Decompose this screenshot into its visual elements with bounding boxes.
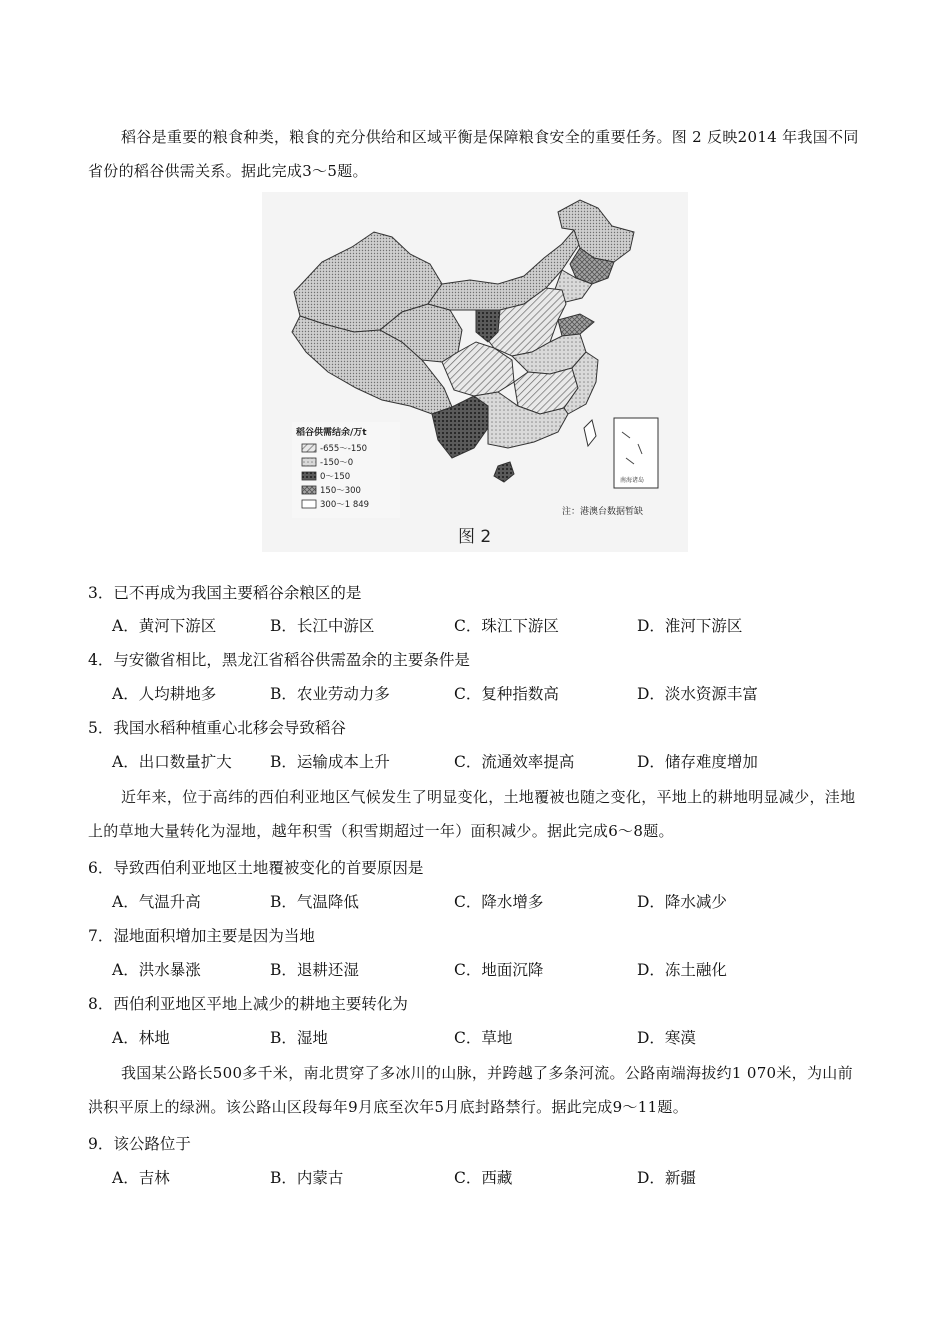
- option-c[interactable]: C．西藏: [454, 1169, 513, 1187]
- option-c[interactable]: C．降水增多: [454, 893, 544, 911]
- option-d[interactable]: D．淮河下游区: [637, 617, 743, 635]
- option-b[interactable]: B．运输成本上升: [270, 753, 390, 771]
- question-4-stem: 4．与安徽省相比，黑龙江省稻谷供需盈余的主要条件是: [88, 651, 470, 669]
- question-6-options: [112, 891, 872, 913]
- option-d[interactable]: D．新疆: [637, 1169, 696, 1187]
- option-b[interactable]: B．退耕还湿: [270, 961, 359, 979]
- option-a[interactable]: A．洪水暴涨: [112, 961, 201, 979]
- option-a[interactable]: A．出口数量扩大: [112, 753, 232, 771]
- option-b[interactable]: B．气温降低: [270, 893, 359, 911]
- legend-label-4: 150～300: [320, 486, 361, 496]
- option-a[interactable]: A．黄河下游区: [112, 617, 217, 635]
- map-note: 注：港澳台数据暂缺: [562, 507, 644, 517]
- inset-label: 南海诸岛: [620, 477, 645, 484]
- question-8-stem: 8．西伯利亚地区平地上减少的耕地主要转化为: [88, 995, 408, 1013]
- question-9-options: [112, 1167, 872, 1189]
- option-a[interactable]: A．吉林: [112, 1169, 170, 1187]
- option-b[interactable]: B．湿地: [270, 1029, 328, 1047]
- intro-paragraph-highway: 我国某公路长500多千米，南北贯穿了多冰川的山脉，并跨越了多条河流。公路南端海拔约1 070米，为山前洪积平原上的绿洲。该公路山区段每年9月底至次年5月底封路禁行。据此完成9～11题。: [88, 1064, 853, 1116]
- question-3-options: [112, 615, 872, 637]
- map-legend: [292, 422, 400, 518]
- option-c[interactable]: C．复种指数高: [454, 685, 559, 703]
- option-b[interactable]: B．长江中游区: [270, 617, 375, 635]
- option-c[interactable]: C．草地: [454, 1029, 513, 1047]
- option-d[interactable]: D．降水减少: [637, 893, 727, 911]
- legend-swatch-2: [302, 458, 316, 466]
- legend-label-5: 300～1 849: [320, 500, 370, 510]
- option-d[interactable]: D．寒漠: [637, 1029, 696, 1047]
- legend-label-1: -655～-150: [320, 444, 368, 454]
- question-5-stem: 5．我国水稻种植重心北移会导致稻谷: [88, 719, 346, 737]
- legend-swatch-5: [302, 500, 316, 508]
- question-8-options: [112, 1027, 872, 1049]
- legend-title: 稻谷供需结余/万t: [296, 428, 367, 438]
- legend-swatch-4: [302, 486, 316, 494]
- question-6-stem: 6．导致西伯利亚地区土地覆被变化的首要原因是: [88, 859, 424, 877]
- option-d[interactable]: D．淡水资源丰富: [637, 685, 758, 703]
- option-d[interactable]: D．储存难度增加: [637, 753, 758, 771]
- question-7-options: [112, 959, 872, 981]
- legend-label-2: -150～0: [320, 458, 354, 468]
- question-7-stem: 7．湿地面积增加主要是因为当地: [88, 927, 315, 945]
- legend-swatch-1: [302, 444, 316, 452]
- option-d[interactable]: D．冻土融化: [637, 961, 727, 979]
- question-5-options: [112, 751, 872, 773]
- south-china-sea-inset: [614, 418, 658, 488]
- legend-label-3: 0～150: [320, 472, 351, 482]
- option-c[interactable]: C．珠江下游区: [454, 617, 559, 635]
- intro-paragraph-rice: 稻谷是重要的粮食种类，粮食的充分供给和区域平衡是保障粮食安全的重要任务。图 2 反映2014 年我国不同省份的稻谷供需关系。据此完成3～5题。: [88, 128, 859, 180]
- option-b[interactable]: B．农业劳动力多: [270, 685, 390, 703]
- question-3-stem: 3．已不再成为我国主要稻谷余粮区的是: [88, 584, 362, 602]
- option-c[interactable]: C．流通效率提高: [454, 753, 575, 771]
- option-a[interactable]: A．人均耕地多: [112, 685, 217, 703]
- option-a[interactable]: A．林地: [112, 1029, 170, 1047]
- legend-swatch-3: [302, 472, 316, 480]
- figure-caption: 图 2: [458, 527, 492, 547]
- figure-2-map: [262, 192, 688, 552]
- question-9-stem: 9．该公路位于: [88, 1135, 191, 1153]
- option-a[interactable]: A．气温升高: [112, 893, 201, 911]
- intro-paragraph-siberia: 近年来，位于高纬的西伯利亚地区气候发生了明显变化，土地覆被也随之变化，平地上的耕地明显减少，洼地上的草地大量转化为湿地，越年积雪（积雪期超过一年）面积减少。据此完成6～8题。: [88, 788, 856, 840]
- option-c[interactable]: C．地面沉降: [454, 961, 544, 979]
- option-b[interactable]: B．内蒙古: [270, 1169, 344, 1187]
- question-4-options: [112, 683, 872, 705]
